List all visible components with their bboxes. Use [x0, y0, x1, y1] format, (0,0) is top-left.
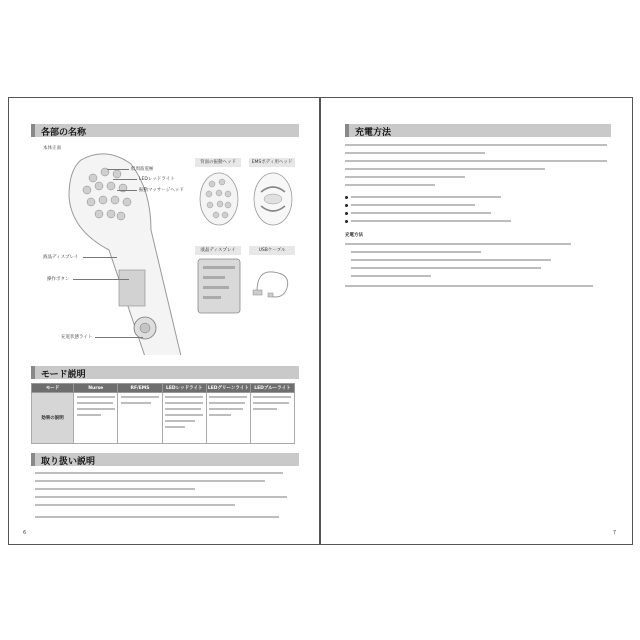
illegible-text — [165, 408, 201, 410]
page-number-right: 7 — [612, 530, 616, 536]
caption-cable: USBケーブル — [249, 246, 295, 255]
callout-line — [83, 257, 117, 258]
illegible-text — [209, 396, 247, 398]
table-header-row — [32, 384, 295, 393]
illegible-text — [253, 396, 291, 398]
caption-side-head: EMSボディ用ヘッド — [249, 158, 295, 167]
bullet-icon — [345, 196, 348, 199]
illegible-text — [35, 480, 265, 482]
bullet-icon — [345, 220, 348, 223]
illegible-text — [345, 144, 607, 146]
illegible-text — [351, 275, 431, 277]
page-number-left: 6 — [23, 530, 27, 536]
illegible-text — [351, 196, 501, 198]
label-front: 本体正面 — [43, 146, 61, 151]
illegible-text — [35, 472, 283, 474]
section-header-parts — [31, 124, 299, 137]
back-head-image — [197, 170, 241, 228]
illegible-text — [345, 184, 435, 186]
illegible-text — [209, 408, 243, 410]
callout-label: 低周波電極 — [131, 167, 154, 172]
left-page — [9, 98, 319, 544]
illegible-text — [351, 220, 511, 222]
callout-line — [107, 169, 129, 170]
mode-table — [31, 383, 295, 444]
illegible-text — [351, 259, 551, 261]
section-header-charge — [345, 124, 611, 137]
callout-label: 振動マッサージヘッド — [139, 188, 184, 193]
illegible-text — [351, 267, 541, 269]
section-header-modes — [31, 366, 299, 379]
illegible-text — [121, 402, 151, 404]
display-image — [197, 258, 241, 314]
side-head-image — [251, 170, 295, 228]
table-header: LEDレッドライト — [162, 384, 206, 393]
caption-display: 液晶ディスプレイ — [195, 246, 241, 255]
document-spread — [8, 97, 633, 545]
illegible-text — [345, 152, 485, 154]
illegible-text — [165, 420, 195, 422]
illegible-text — [77, 414, 101, 416]
illegible-text — [77, 396, 115, 398]
section-title-modes: モード説明 — [41, 370, 86, 380]
device-front-image — [51, 150, 201, 355]
illegible-text — [345, 176, 465, 178]
illegible-text — [253, 402, 289, 404]
bullet-icon — [345, 212, 348, 215]
illegible-text — [209, 402, 245, 404]
table-cell — [206, 393, 250, 444]
table-row — [32, 393, 295, 444]
usb-cable-image — [251, 262, 295, 308]
illegible-text — [35, 504, 235, 506]
table-row-label: 効果の説明 — [32, 393, 74, 444]
section-title-charge: 充電方法 — [355, 128, 392, 138]
illegible-text — [35, 516, 279, 518]
table-header: Nurse — [74, 384, 118, 393]
illegible-text — [345, 168, 545, 170]
illegible-text — [209, 414, 231, 416]
illegible-text — [345, 243, 571, 245]
illegible-text — [77, 402, 113, 404]
illegible-text — [165, 402, 203, 404]
table-cell — [74, 393, 118, 444]
table-header: LEDブルーライト — [250, 384, 294, 393]
illegible-text — [165, 414, 203, 416]
charge-subtitle: 充電方法 — [345, 233, 363, 238]
table-cell — [250, 393, 294, 444]
section-title-parts: 各部の名称 — [41, 128, 87, 138]
callout-label: LEDレッドライト — [139, 177, 175, 182]
callout-line — [117, 190, 137, 191]
table-header: LEDグリーンライト — [206, 384, 250, 393]
table-header: RF/EMS — [118, 384, 162, 393]
callout-line — [113, 179, 137, 180]
table-cell — [162, 393, 206, 444]
illegible-text — [35, 488, 195, 490]
right-page — [321, 98, 632, 544]
illegible-text — [121, 396, 159, 398]
table-cell — [118, 393, 162, 444]
caption-back-head: 背面の振動ヘッド — [195, 158, 241, 167]
illegible-text — [77, 408, 115, 410]
table-header: モード — [32, 384, 74, 393]
illegible-text — [351, 251, 481, 253]
illegible-text — [165, 396, 203, 398]
illegible-text — [351, 212, 491, 214]
section-title-usage: 取り扱い説明 — [41, 457, 96, 467]
illegible-text — [35, 496, 287, 498]
illegible-text — [345, 285, 593, 287]
illegible-text — [351, 204, 475, 206]
section-header-usage — [31, 453, 299, 466]
callout-label: 操作ボタン — [47, 277, 70, 282]
callout-label: 液晶ディスプレイ — [43, 255, 79, 260]
callout-line — [95, 337, 143, 338]
bullet-icon — [345, 204, 348, 207]
callout-line — [73, 279, 129, 280]
illegible-text — [345, 160, 607, 162]
callout-label: 充電状態ライト — [61, 335, 93, 340]
illegible-text — [165, 426, 185, 428]
illegible-text — [253, 408, 277, 410]
